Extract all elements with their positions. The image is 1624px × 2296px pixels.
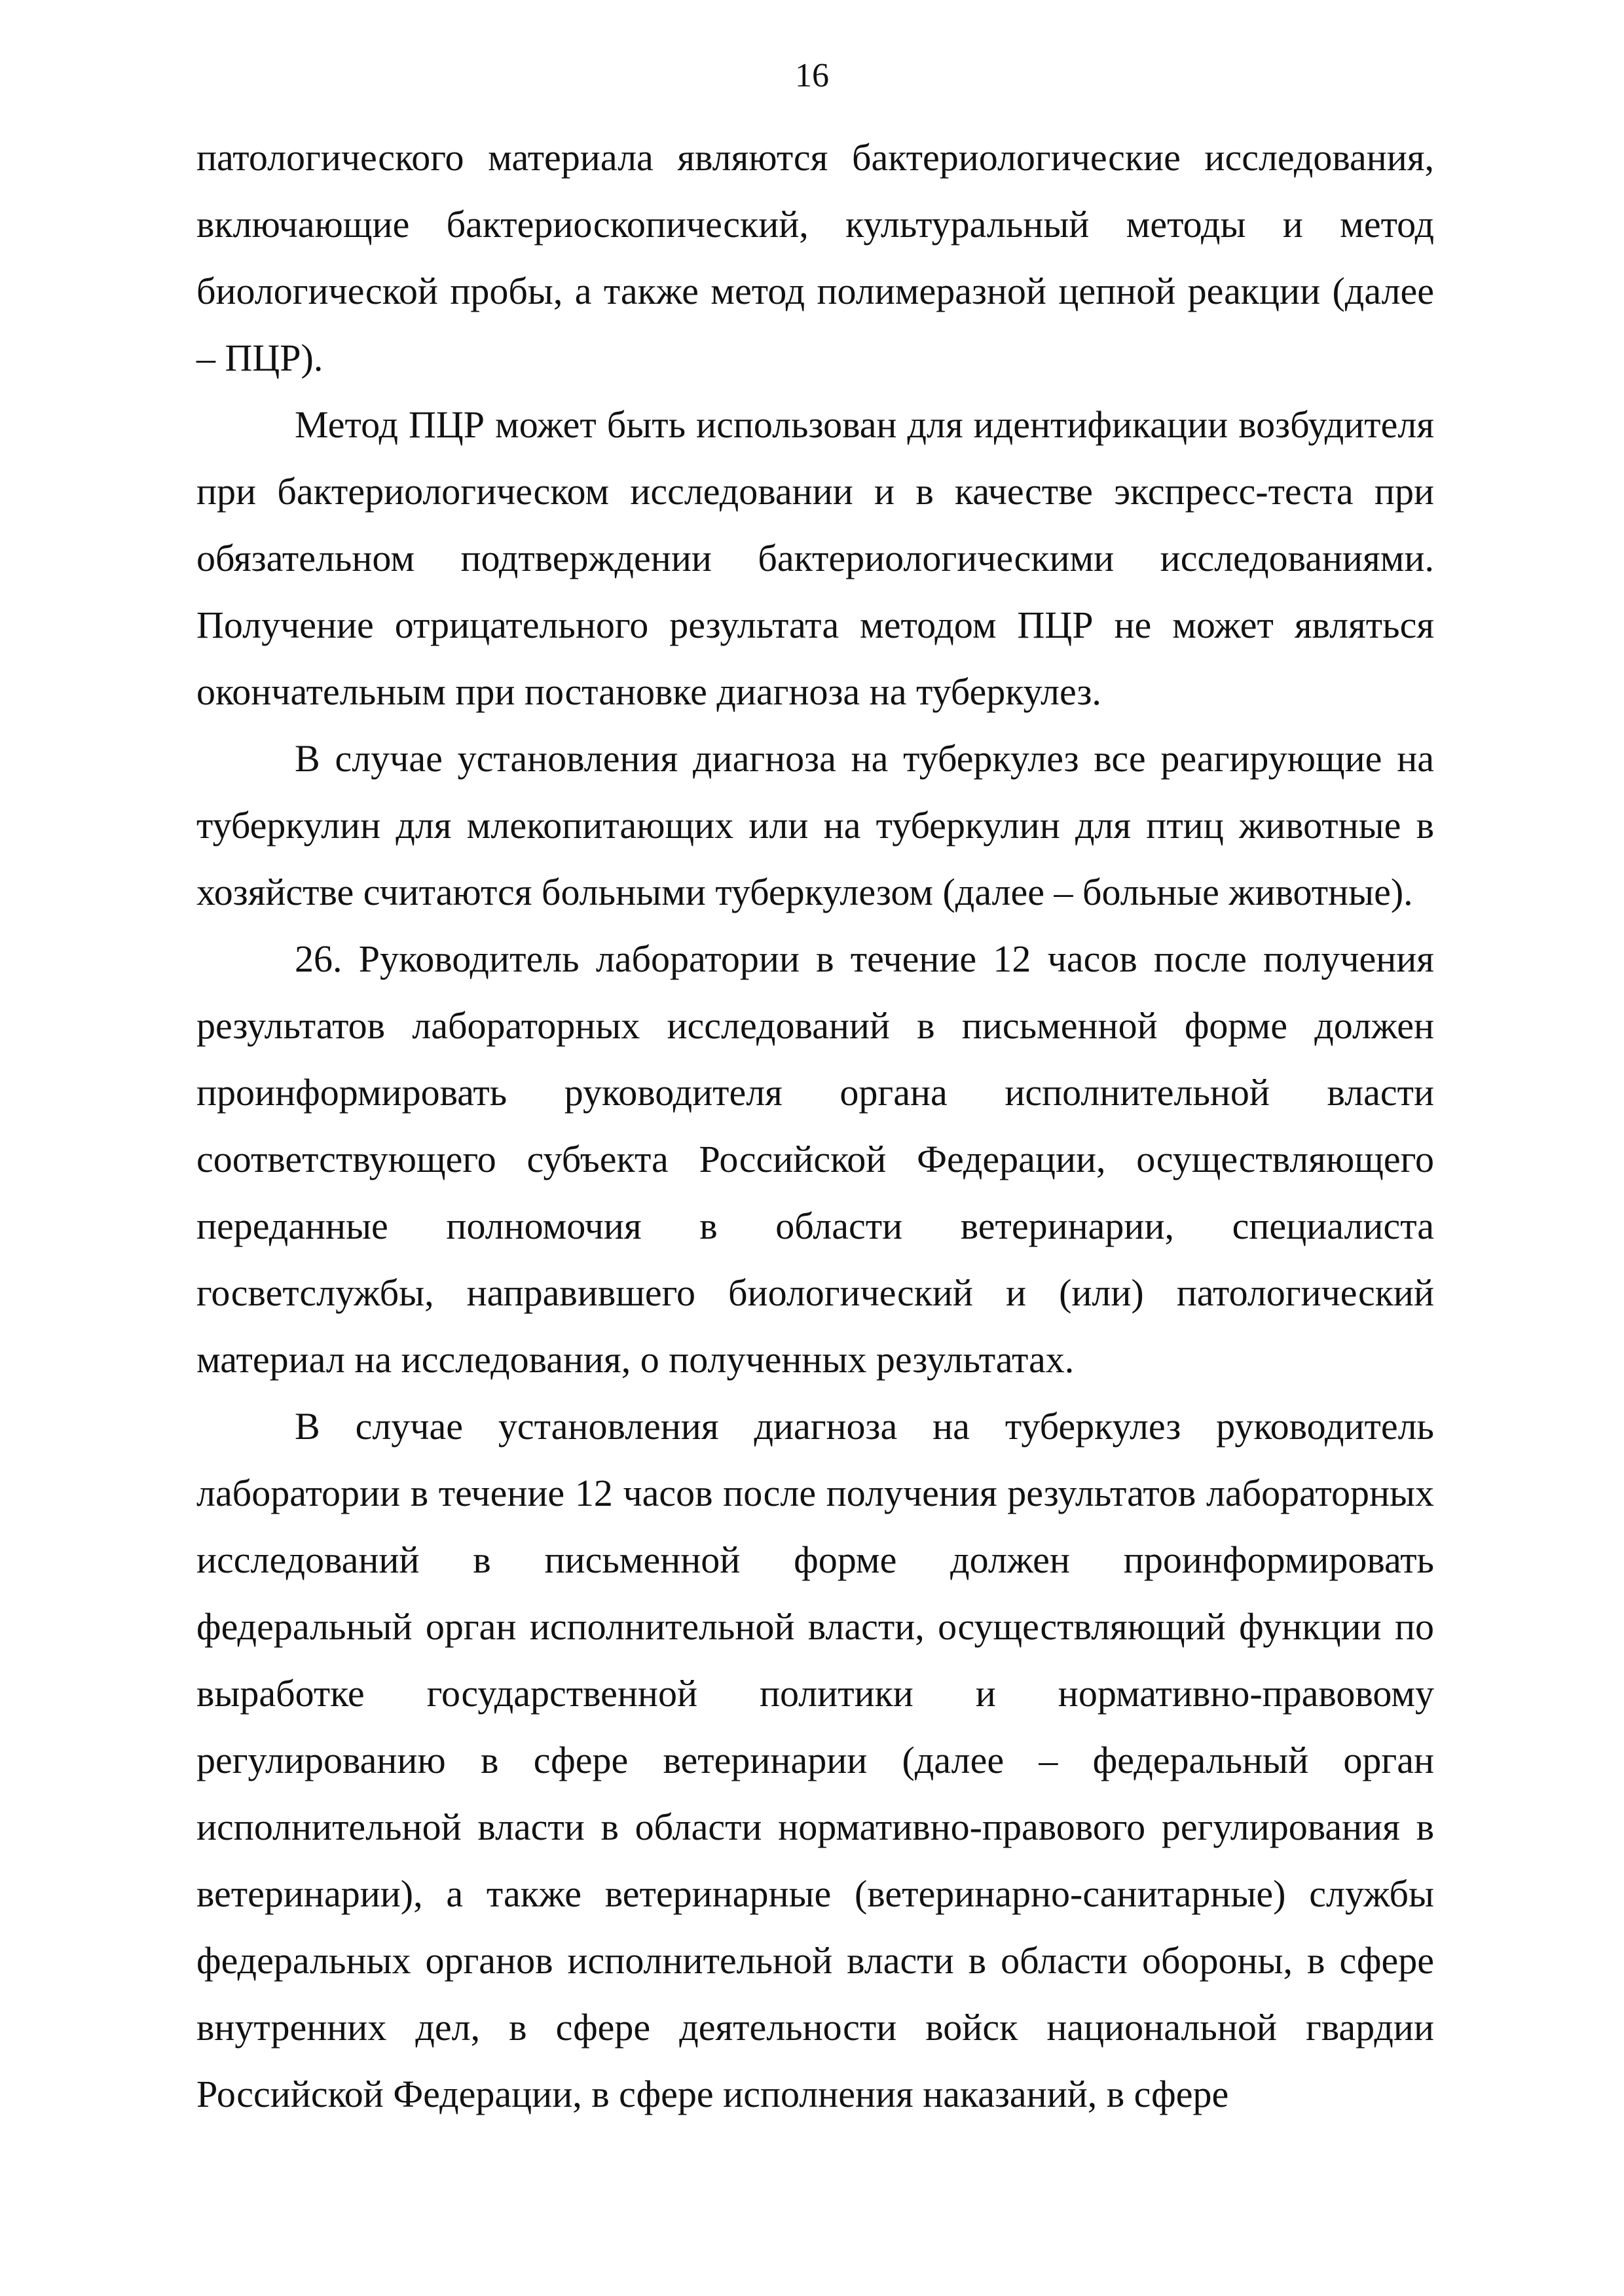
paragraph-item-26: 26. Руководитель лаборатории в течение 12 часов после получения результатов лабораторных исследований в письменной форме должен проинформировать руководителя органа исполнительной власти соответствующего субъекта Российской Федерации, осуществляющего переданные полномочия в области ветеринарии, специалиста госветслужбы, направившего биологический и (или) патологический материал на исследования, о полученных результатах. (196, 938, 1434, 1381)
paragraph-federal-notification: В случае установления диагноза на туберкулез руководитель лаборатории в течение 12 часов после получения результатов лабораторных исследований в письменной форме должен проинформировать федеральный орган исполнительной власти, осуществляющий функции по выработке государственной политики и нормативно-правовому регулированию в сфере ветеринарии (далее – федеральный орган исполнительной власти в области нормативно-правового регулирования в ветеринарии), а также ветеринарные (ветеринарно-санитарные) службы федеральных органов исполнительной власти в области обороны, в сфере внутренних дел, в сфере деятельности войск национальной гвардии Российской Федерации, в сфере исполнения наказаний, в сфере (196, 1405, 1434, 2115)
page-number: 16 (795, 57, 829, 94)
paragraph-continuation: патологического материала являются бактериологические исследования, включающие бактериоскопический, культуральный методы и метод биологической пробы, а также метод полимеразной цепной реакции (далее – ПЦР). (196, 136, 1434, 379)
document-body (196, 124, 1434, 2128)
paragraph-pcr-method: Метод ПЦР может быть использован для идентификации возбудителя при бактериологическом исследовании и в качестве экспресс-теста при обязательном подтверждении бактериологическими исследованиями. Получение отрицательного результата методом ПЦР не может являться окончательным при постановке диагноза на туберкулез. (196, 403, 1434, 713)
paragraph-diagnosis-animals: В случае установления диагноза на туберкулез все реагирующие на туберкулин для млекопитающих или на туберкулин для птиц животные в хозяйстве считаются больными туберкулезом (далее – больные животные). (196, 737, 1434, 913)
